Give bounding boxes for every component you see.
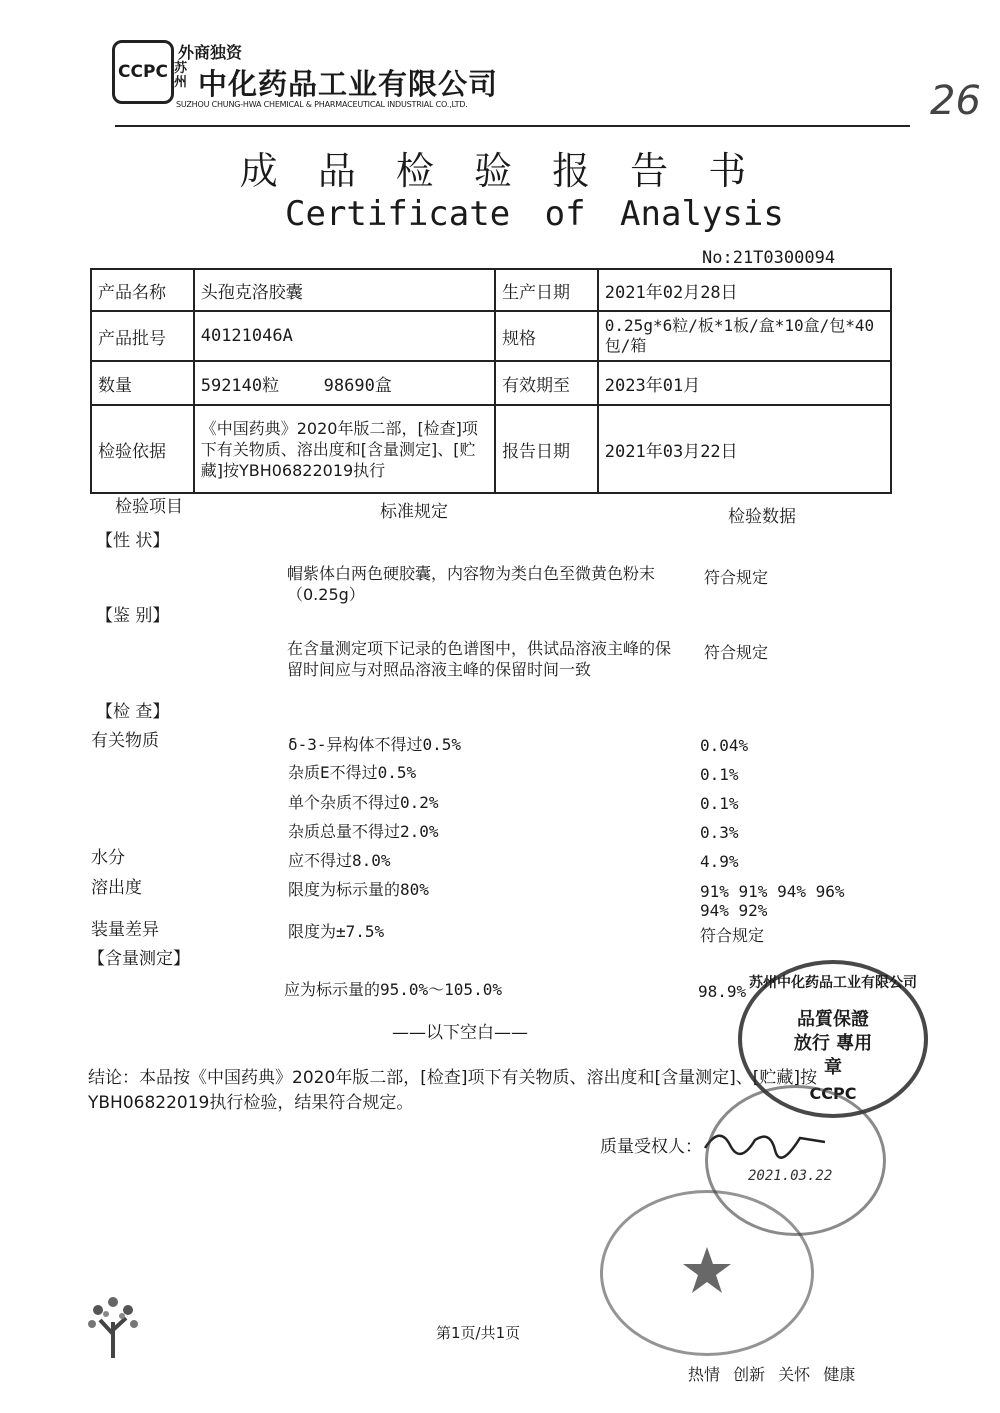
seal-ring-text: 苏州中化药品工业有限公司 — [749, 975, 917, 991]
company-motto: 热情 创新 关怀 健康 — [688, 1365, 856, 1384]
production-date-label: 生产日期 — [495, 269, 598, 311]
related-isomer-standard: δ-3-异构体不得过0.5% — [288, 735, 462, 754]
company-name: 中化药品工业有限公司 — [198, 67, 499, 101]
batch-number: 40121046A — [194, 311, 495, 361]
dissolution-label: 溶出度 — [91, 878, 142, 898]
quantity-label: 数量 — [91, 361, 194, 405]
assay-standard: 应为标示量的95.0%～105.0% — [284, 980, 502, 999]
dissolution-results-line2: 94% 92% — [700, 901, 768, 920]
logo-text: CCPC — [118, 62, 168, 82]
related-isomer-result: 0.04% — [700, 736, 749, 755]
column-header-item: 检验项目 — [115, 497, 183, 517]
test-basis: 《中国药典》2020年版二部，[检查]项下有关物质、溶出度和[含量测定]、[贮藏]按YBH06822019执行 — [194, 405, 495, 493]
water-result: 4.9% — [700, 852, 739, 871]
seal-center-text: 品質保證 放行 專用章 — [793, 1009, 873, 1078]
identification-result: 符合规定 — [704, 643, 769, 662]
quantity-boxes: 98690盒 — [323, 375, 392, 396]
company-type: 外商独资 — [178, 43, 243, 62]
end-of-data-mark: ——以下空白—— — [392, 1023, 528, 1043]
dissolution-standard: 限度为标示量的80% — [288, 880, 429, 899]
official-round-seal — [600, 1190, 814, 1356]
section-identification: 【鉴 别】 — [96, 606, 170, 626]
company-logo — [112, 40, 174, 104]
star-icon — [681, 1245, 733, 1297]
assay-result: 98.9% — [698, 982, 747, 1001]
expiry-label: 有效期至 — [495, 361, 598, 405]
company-english: SUZHOU CHUNG-HWA CHEMICAL & PHARMACEUTICAL INDUSTRIAL CO.,LTD. — [176, 100, 468, 109]
seal-bottom-text: CCPC — [809, 1084, 857, 1103]
section-assay: 【含量测定】 — [88, 949, 190, 969]
appearance-result: 符合规定 — [704, 568, 769, 587]
water-label: 水分 — [91, 848, 125, 868]
expiry-date: 2023年01月 — [598, 361, 891, 405]
fill-variation-standard: 限度为±7.5% — [288, 922, 385, 941]
tree-emblem-icon — [78, 1290, 148, 1360]
appearance-standard: 帽紫体白两色硬胶囊，内容物为类白色至微黄色粉末（0.25g） — [287, 564, 656, 604]
title-cn: 成 品 检 验 报 告 书 — [239, 149, 761, 193]
column-header-result: 检验数据 — [728, 507, 796, 527]
title-en: Certificate of Analysis — [285, 194, 784, 234]
company-city: 苏州 — [174, 61, 188, 90]
impurity-e-result: 0.1% — [700, 765, 739, 784]
total-impurity-result: 0.3% — [700, 823, 739, 842]
production-date: 2021年02月28日 — [598, 269, 891, 311]
total-impurity-standard: 杂质总量不得过2.0% — [288, 822, 439, 841]
handwritten-page-number: 26 — [930, 78, 981, 124]
single-impurity-result: 0.1% — [700, 794, 739, 813]
dissolution-results-line1: 91% 91% 94% 96% — [700, 882, 845, 901]
column-header-standard: 标准规定 — [380, 502, 448, 522]
quantity-capsules: 592140粒 — [200, 375, 280, 396]
report-number: No:21T0300094 — [702, 248, 836, 268]
qualified-person-label: 质量受权人： — [600, 1137, 702, 1157]
product-name-label: 产品名称 — [91, 269, 194, 311]
fill-variation-label: 装量差异 — [91, 920, 159, 940]
report-date-label: 报告日期 — [495, 405, 598, 493]
basis-label: 检验依据 — [91, 405, 194, 493]
report-date: 2021年03月22日 — [598, 405, 891, 493]
section-appearance: 【性 状】 — [96, 531, 170, 551]
single-impurity-standard: 单个杂质不得过0.2% — [288, 793, 439, 812]
identification-standard: 在含量测定项下记录的色谱图中，供试品溶液主峰的保留时间应与对照品溶液主峰的保留时间一致 — [287, 639, 672, 679]
conclusion: 结论：本品按《中国药典》2020年版二部，[检查]项下有关物质、溶出度和[含量测定]、[贮藏]按YBH06822019执行检验，结果符合规定。 — [88, 1068, 818, 1113]
water-standard: 应不得过8.0% — [288, 851, 391, 870]
section-tests: 【检 查】 — [96, 702, 170, 722]
page-indicator: 第1页/共1页 — [436, 1324, 521, 1342]
spec-label: 规格 — [495, 311, 598, 361]
product-info-table — [90, 268, 892, 494]
fill-variation-result: 符合规定 — [700, 926, 765, 945]
seal-handwritten-date: 2021.03.22 — [748, 1168, 833, 1184]
spec: 0.25g*6粒/板*1板/盒*10盒/包*40包/箱 — [598, 311, 891, 361]
batch-label: 产品批号 — [91, 311, 194, 361]
impurity-e-standard: 杂质E不得过0.5% — [288, 763, 417, 782]
related-substances-label: 有关物质 — [91, 731, 159, 751]
product-name: 头孢克洛胶囊 — [194, 269, 495, 311]
header-divider — [115, 125, 910, 127]
